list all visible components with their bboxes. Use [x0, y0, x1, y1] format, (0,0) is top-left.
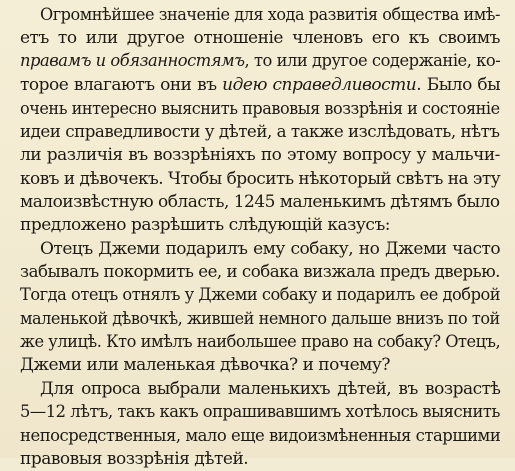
text-line — [20, 307, 500, 331]
text-run: . Было бы — [416, 75, 501, 95]
text-line — [40, 3, 500, 27]
text-line — [20, 447, 248, 471]
text-line — [20, 97, 500, 121]
text-run: Огромнѣйшее значеніе для хода развитія общества имѣ- — [40, 5, 501, 25]
text-line — [20, 73, 500, 97]
text-run: маленькой дѣвочкѣ, жившей немного дальше внизъ по той — [20, 309, 500, 329]
text-run: предложено разрѣшить слѣдующій казусъ: — [20, 215, 390, 235]
text-line — [20, 424, 500, 448]
text-line — [20, 190, 500, 214]
text-run: ковъ и дѣвочекъ. Чтобы бросить нѣкоторый свѣтъ на эту — [20, 169, 501, 189]
text-run: же улицѣ. Кто имѣлъ наибольшее право на собаку? Отецъ, — [20, 332, 501, 352]
text-line — [20, 330, 500, 354]
text-line — [40, 237, 500, 261]
text-line — [20, 26, 500, 50]
text-line — [20, 353, 390, 377]
text-line — [20, 167, 500, 191]
text-run: малоизвѣстную область, 1245 маленькимъ дѣтямъ было — [20, 192, 500, 212]
text-line — [20, 143, 500, 167]
text-line — [20, 213, 390, 237]
text-run: непосредственныя, мало еще видоизмѣненныя старшими — [20, 426, 501, 446]
text-run: забывалъ покормить ее, и собака визжала предъ дверью. — [20, 262, 500, 282]
text-run: торое влагаютъ они въ — [20, 75, 223, 95]
text-run: 5—12 лѣтъ, такъ какъ опрашивавшимъ хотѣлось выяснить — [20, 402, 500, 422]
italic-phrase: идею справедливости — [222, 75, 417, 95]
text-line — [20, 400, 500, 424]
text-run: идеи справедливости у дѣтей, а также изслѣдовать, нѣтъ — [20, 122, 500, 142]
text-run: Для опроса выбрали маленькихъ дѣтей, въ возрастѣ — [40, 379, 501, 399]
text-line — [20, 120, 500, 144]
text-run: Отецъ Джеми подарилъ ему собаку, но Джеми часто — [40, 239, 501, 259]
text-run: правовыя воззрѣнія дѣтей. — [20, 449, 249, 469]
text-run: , то или другое содержаніе, ко- — [244, 51, 501, 71]
text-line — [40, 377, 500, 401]
text-line — [20, 283, 500, 307]
text-line — [20, 49, 500, 73]
text-run: ли различія въ воззрѣніяхъ по этому вопросу у мальчи- — [20, 145, 500, 165]
italic-phrase: правамъ и обязанностямъ — [20, 51, 245, 71]
text-run: етъ то или другое отношеніе членовъ его къ своимъ — [20, 28, 500, 48]
text-run: очень интересно выяснить правовыя воззрѣнія и состояніе — [20, 99, 500, 119]
text-run: Джеми или маленькая дѣвочка? и почему? — [20, 355, 391, 375]
text-line — [20, 260, 500, 284]
text-run: Тогда отецъ отнялъ у Джеми собаку и подарилъ ее доброй — [20, 285, 501, 305]
